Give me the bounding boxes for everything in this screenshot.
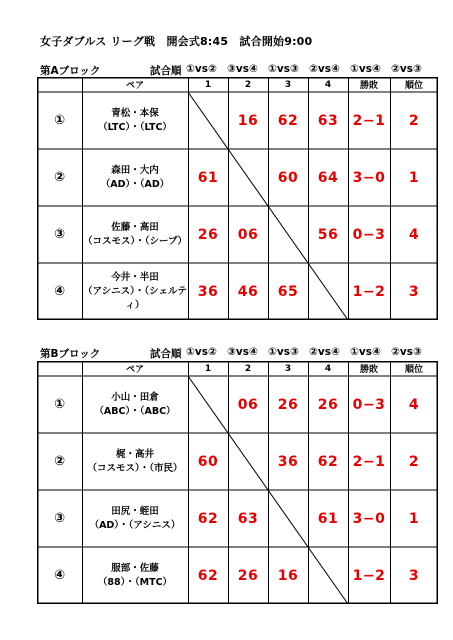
header-col-2: 2	[244, 79, 252, 90]
score-cell: 62	[197, 567, 219, 584]
win-loss-cell: 3−0	[352, 169, 386, 186]
rank-cell: 4	[408, 396, 420, 413]
rank-cell: 1	[408, 169, 420, 186]
player-clubs: （アシニス）・（シェルティ）	[83, 285, 187, 311]
order-4: ②vs④	[309, 63, 340, 75]
header-col-4: 4	[324, 363, 332, 374]
row-number: ③	[53, 511, 65, 526]
player-clubs: （88）・（MTC）	[97, 576, 173, 588]
player-names: 服部・佐藤	[111, 562, 159, 574]
header-col-4: 4	[324, 79, 332, 90]
order-4: ②vs④	[309, 346, 340, 358]
rank-cell: 2	[408, 112, 420, 129]
header-col-3: 3	[284, 363, 292, 374]
rank-cell: 4	[408, 226, 420, 243]
player-clubs: （AD）・（AD）	[100, 178, 170, 190]
player-clubs: （コスモス）・（市民）	[87, 462, 183, 474]
player-names: 青松・本保	[111, 107, 159, 119]
score-cell: 60	[277, 169, 299, 186]
rank-cell: 3	[408, 283, 420, 300]
win-loss-cell: 1−2	[352, 567, 386, 584]
row-number: ①	[53, 113, 65, 128]
score-cell: 62	[277, 112, 299, 129]
score-cell: 46	[237, 283, 259, 300]
score-cell: 36	[277, 453, 299, 470]
score-cell: 65	[277, 283, 299, 300]
order-1: ①vs②	[186, 346, 217, 358]
order-2: ③vs④	[227, 346, 258, 358]
header-pair: ペア	[125, 81, 144, 91]
order-6: ②vs③	[391, 63, 422, 75]
player-clubs: （ABC）・（ABC）	[94, 405, 176, 417]
order-1: ①vs②	[186, 63, 217, 75]
table-grid	[37, 77, 438, 320]
score-cell: 36	[197, 283, 219, 300]
score-cell: 26	[277, 396, 299, 413]
rank-cell: 1	[408, 510, 420, 527]
player-clubs: （コスモス）・（シープ）	[82, 235, 188, 247]
header-col-1: 1	[204, 363, 212, 374]
header-pair: ペア	[125, 365, 144, 375]
win-loss-cell: 2−1	[352, 453, 386, 470]
row-number: ③	[53, 227, 65, 242]
player-names: 佐藤・高田	[111, 221, 159, 233]
row-number: ④	[53, 568, 65, 583]
table-grid	[37, 361, 438, 604]
header-col-2: 2	[244, 363, 252, 374]
win-loss-cell: 0−3	[352, 396, 386, 413]
score-cell: 63	[317, 112, 339, 129]
header-win-loss: 勝敗	[359, 81, 378, 91]
block-b-order-row	[150, 346, 432, 361]
win-loss-cell: 0−3	[352, 226, 386, 243]
order-2: ③vs④	[227, 63, 258, 75]
header-win-loss: 勝敗	[359, 365, 378, 375]
rank-cell: 2	[408, 453, 420, 470]
score-cell: 16	[277, 567, 299, 584]
score-cell: 26	[197, 226, 219, 243]
header-rank: 順位	[404, 81, 423, 91]
header-col-1: 1	[204, 79, 212, 90]
score-cell: 06	[237, 226, 259, 243]
page-title: 女子ダブルス リーグ戦 開会式8:45 試合開始9:00	[40, 35, 313, 48]
win-loss-cell: 3−0	[352, 510, 386, 527]
player-names: 今井・半田	[111, 271, 159, 283]
order-6: ②vs③	[391, 346, 422, 358]
row-number: ②	[53, 454, 65, 469]
row-number: ②	[53, 170, 65, 185]
win-loss-cell: 1−2	[352, 283, 386, 300]
score-cell: 26	[317, 396, 339, 413]
player-names: 森田・大内	[111, 164, 159, 176]
score-cell: 56	[317, 226, 339, 243]
score-cell: 61	[197, 169, 219, 186]
win-loss-cell: 2−1	[352, 112, 386, 129]
order-label: 試合順	[150, 65, 182, 77]
player-names: 田尻・蛭田	[111, 505, 159, 517]
player-clubs: （AD）・（アシニス）	[89, 519, 181, 531]
score-cell: 62	[317, 453, 339, 470]
score-cell: 26	[237, 567, 259, 584]
block-a-table	[37, 77, 438, 320]
header-col-3: 3	[284, 79, 292, 90]
score-cell: 62	[197, 510, 219, 527]
order-3: ①vs③	[268, 346, 299, 358]
player-names: 小山・田倉	[111, 391, 159, 403]
order-3: ①vs③	[268, 63, 299, 75]
header-rank: 順位	[404, 365, 423, 375]
block-a-order-row	[150, 63, 432, 78]
player-clubs: （LTC）・（LTC）	[98, 121, 172, 133]
score-cell: 64	[317, 169, 339, 186]
score-cell: 06	[237, 396, 259, 413]
block-a-label: 第Aブロック	[40, 65, 101, 77]
row-number: ④	[53, 284, 65, 299]
rank-cell: 3	[408, 567, 420, 584]
row-number: ①	[53, 397, 65, 412]
score-cell: 60	[197, 453, 219, 470]
order-label: 試合順	[150, 348, 182, 360]
order-5: ①vs④	[350, 63, 381, 75]
block-b-label: 第Bブロック	[40, 348, 101, 360]
score-cell: 16	[237, 112, 259, 129]
score-cell: 63	[237, 510, 259, 527]
order-5: ①vs④	[350, 346, 381, 358]
block-b-table	[37, 361, 438, 604]
player-names: 梶・高井	[115, 448, 154, 460]
score-cell: 61	[317, 510, 339, 527]
